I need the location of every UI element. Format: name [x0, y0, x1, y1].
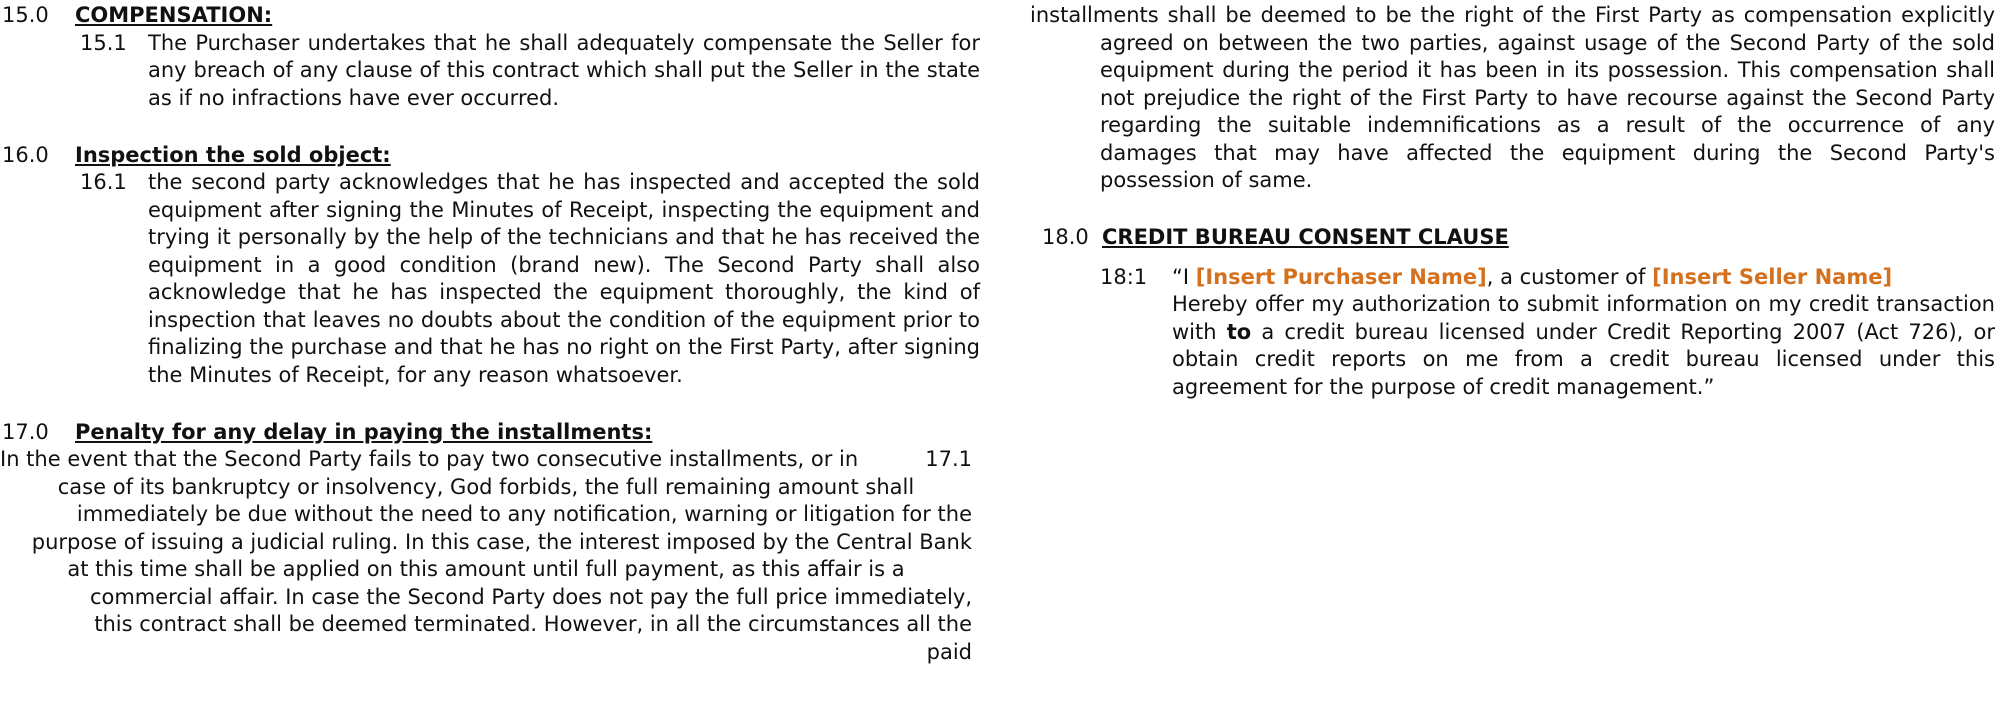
clause-15-1-number: 15.1: [80, 30, 127, 55]
section-15-heading: [0, 2, 980, 30]
clause-18-1: [1030, 264, 1995, 402]
clause-15-1: [0, 30, 980, 113]
seller-name-placeholder: [Insert Seller Name]: [1652, 264, 1893, 289]
right-column: [1030, 0, 1995, 401]
clause-17-1: [0, 446, 980, 666]
section-16-number: 16.0: [2, 142, 49, 167]
clause-15-1-text: The Purchaser undertakes that he shall adequately compensate the Seller for any breach of any clause of this contract which shall put the Seller in the state as if no infractions have ever occurred.: [148, 30, 980, 110]
clause-17-1-line: commercial affair. In case the Second Party does not pay the full price immediately,: [89, 584, 972, 609]
left-column: [0, 0, 980, 666]
section-17-number: 17.0: [2, 419, 49, 444]
clause-18-1-first-line: “I [Insert Purchaser Name], a customer of [Insert Seller Name]: [1172, 264, 1893, 289]
clause-16-1-number: 16.1: [80, 170, 127, 194]
section-15-number: 15.0: [2, 3, 49, 27]
clause-17-1-line: In the event that the Second Party fails to pay two consecutive installments, or in: [0, 447, 859, 471]
clause-18-1-number: 18:1: [1100, 264, 1148, 289]
clause-17-1-continuation: installments shall be deemed to be the right of the First Party as compensation explicitly agreed on between the two parties, against usage of the Second Party of the sold equipment during the period it has been in its possession. This compensation shall not prejudice the right of the First Party to have recourse against the Second Party regarding the suitable indemnifications as a result of the occurrence of any damages that may have affected the equipment during the Second Party's possession of same.: [1030, 3, 1995, 192]
clause-18-1-text: [1172, 264, 1995, 402]
section-17-title: Penalty for any delay in paying the installments:: [75, 419, 653, 444]
bold-to: to: [1226, 319, 1252, 344]
clause-17-1-line: this contract shall be deemed terminated. However, in all the circumstances all the: [94, 612, 972, 636]
clause-17-1-line: purpose of issuing a judicial ruling. In this case, the interest imposed by the Central Bank: [31, 529, 972, 554]
section-18-number: 18.0: [1042, 225, 1089, 249]
clause-18-1-body: Hereby offer my authorization to submit information on my credit transaction with to a credit bureau licensed under Credit Reporting 2007 (Act 726), or obtain credit reports on me from a credit bureau licensed under this agreement for the purpose of credit management.”: [1172, 292, 1995, 399]
clause-17-1-line: immediately be due without the need to any notification, warning or litigation for the: [76, 502, 972, 526]
section-17-heading: [0, 419, 980, 447]
section-16-heading: [0, 142, 980, 170]
clause-16-1-text: the second party acknowledges that he has inspected and accepted the sold equipment after signing the Minutes of Receipt, inspecting the equipment and trying it personally by the help of the technicians and that he has received the equipment in a good condition (brand new). The Second Party shall also acknowledge that he has inspected the equipment thoroughly, the kind of inspection that leaves no doubts about the condition of the equipment prior to finalizing the purchase and that he has no right on the First Party, after signing the Minutes of Receipt, for any reason whatsoever.: [148, 170, 980, 387]
clause-17-1-line: case of its bankruptcy or insolvency, God forbids, the full remaining amount shall: [57, 474, 915, 499]
clause-16-1: [0, 169, 980, 389]
section-18-heading: [1030, 224, 1995, 252]
section-18-title: CREDIT BUREAU CONSENT CLAUSE: [1102, 225, 1509, 249]
purchaser-name-placeholder: [Insert Purchaser Name]: [1195, 264, 1487, 289]
clause-17-1-line: at this time shall be applied on this amount until full payment, as this affair is a: [67, 557, 905, 581]
section-16-title: Inspection the sold object:: [75, 142, 391, 167]
clause-17-1-number: 17.1: [925, 447, 972, 471]
section-15-title: COMPENSATION:: [75, 3, 273, 27]
clause-17-1-line: paid: [926, 639, 972, 664]
